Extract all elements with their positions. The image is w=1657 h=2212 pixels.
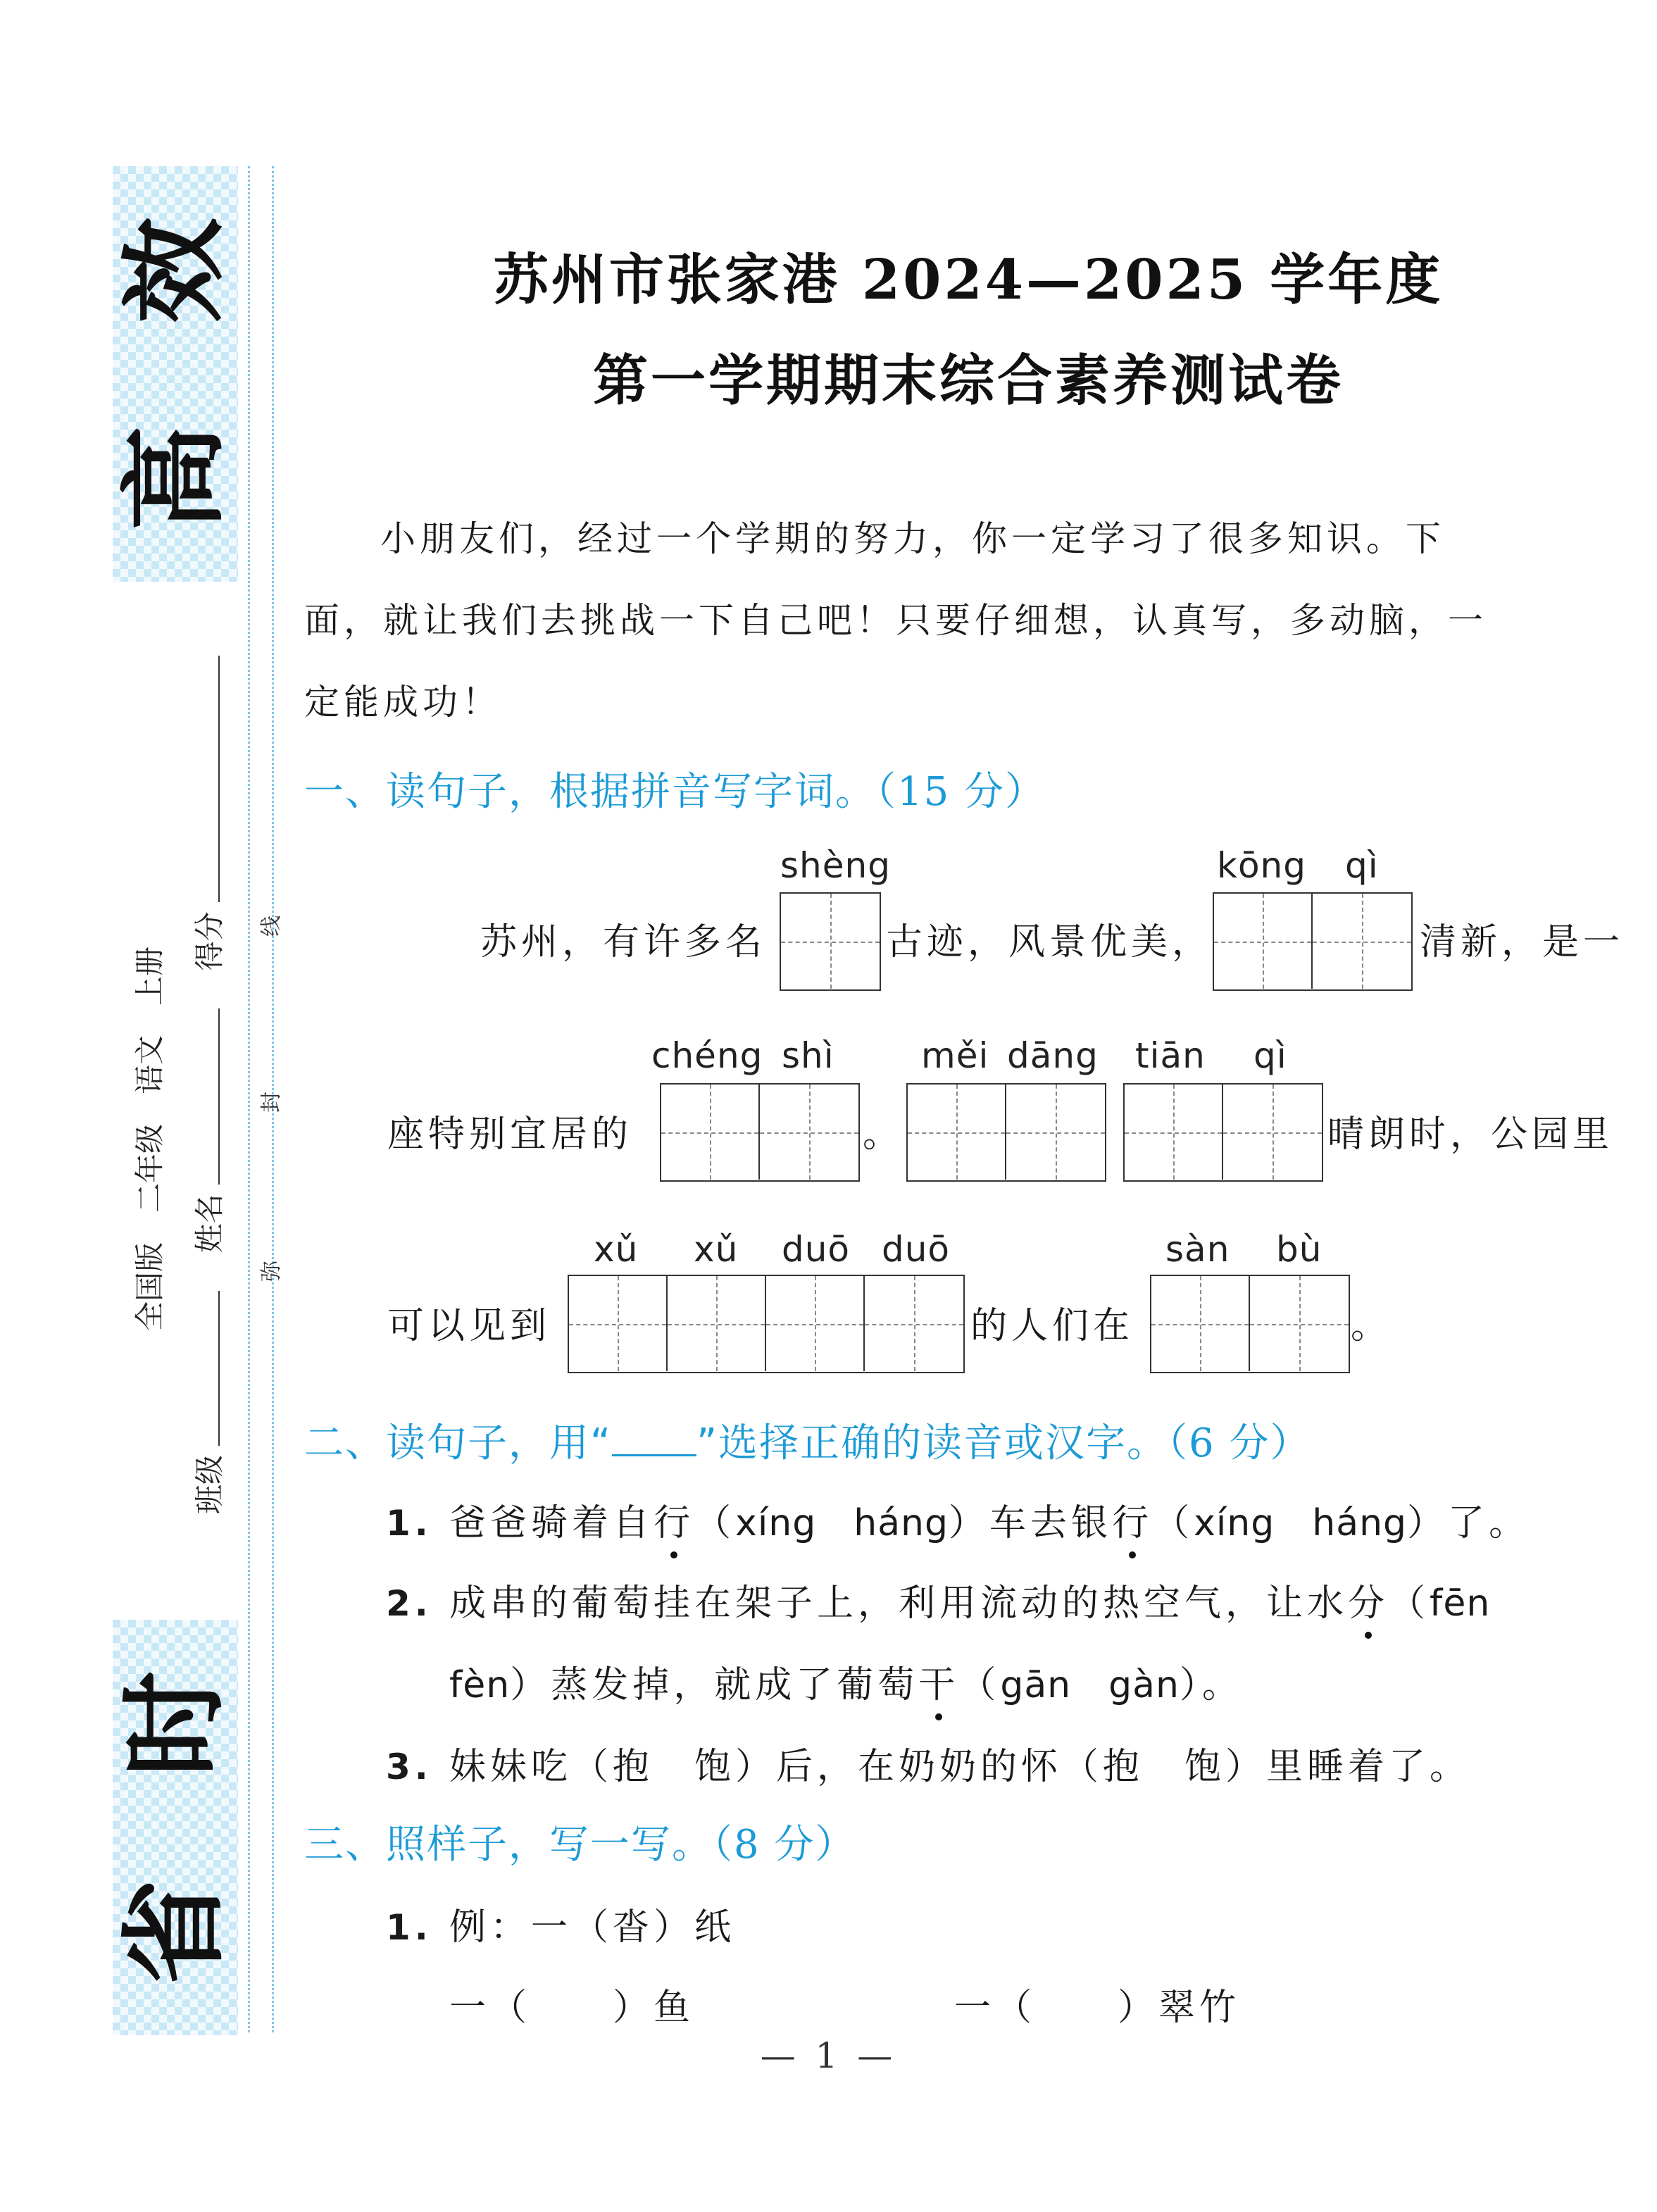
intro-line: 小朋友们，经过一个学期的努力，你一定学习了很多知识。下 (380, 518, 1445, 559)
writing-grid[interactable] (1213, 892, 1413, 991)
grid-cell[interactable] (781, 894, 880, 989)
pinyin-options[interactable]: gān gàn (1000, 1664, 1180, 1706)
pinyin: shèng (780, 845, 891, 886)
dotted-char: 分 (1348, 1573, 1389, 1626)
pinyin-options[interactable]: fēn (1430, 1582, 1491, 1625)
sentence-text: 。 (863, 1113, 904, 1156)
question-text: ）。 (1179, 1664, 1243, 1706)
seal-mark-feng: 封 (259, 1092, 284, 1113)
grid-cell[interactable] (908, 1085, 1006, 1180)
section-title: ”选择正确的读音或汉字。 (696, 1420, 1168, 1466)
grid-cell[interactable] (766, 1276, 865, 1371)
sentence-text: 座特别宜居的 (387, 1113, 633, 1156)
example-text: 例：一（沓）纸 (449, 1906, 736, 1949)
section-points: （15 分） (876, 769, 1046, 815)
grid-cell[interactable] (1250, 1276, 1349, 1371)
question-1 (386, 1493, 1530, 1546)
score-label: 得分 (192, 911, 227, 971)
answer-blank[interactable]: 一（ ）鱼 (449, 1987, 695, 2029)
pinyin: shì (782, 1035, 834, 1076)
grid-cell[interactable] (1125, 1085, 1223, 1180)
grid-cell[interactable] (1006, 1085, 1105, 1180)
pinyin: qì (1253, 1035, 1287, 1076)
question-text: （ (1389, 1582, 1430, 1625)
page-title: 苏州市张家港 2024—2025 学年度 (493, 248, 1444, 312)
question-text: 爸爸骑着自 (449, 1502, 654, 1544)
dotted-char: 干 (918, 1655, 959, 1708)
pinyin: xǔ (694, 1229, 739, 1270)
class-label: 班级 (192, 1454, 227, 1514)
pinyin-options[interactable]: xíng háng (1194, 1502, 1408, 1544)
question-text: （ (959, 1664, 1001, 1706)
grid-cell[interactable] (1214, 894, 1313, 989)
question-number: 2. (386, 1583, 432, 1624)
banner-gaoxiao (113, 166, 238, 582)
pinyin: měi (921, 1035, 989, 1076)
writing-grid[interactable] (1150, 1275, 1350, 1373)
seal-mark-xian: 线 (259, 916, 284, 937)
section-title: 三、照样子，写一写。 (304, 1822, 713, 1868)
pinyin: tiān (1135, 1035, 1206, 1076)
grid-cell[interactable] (865, 1276, 963, 1371)
section-heading (304, 761, 1046, 817)
name-label: 姓名 (192, 1194, 227, 1254)
question-number: 1. (386, 1503, 432, 1544)
writing-grid[interactable] (660, 1083, 860, 1182)
intro-line: 面，就让我们去挑战一下自己吧！只要仔细想，认真写，多动脑，一 (304, 600, 1487, 641)
answer-blank[interactable]: 一（ ）翠竹 (954, 1987, 1241, 2029)
section-title: 二、读句子，用“ (304, 1420, 613, 1466)
pinyin: xǔ (594, 1229, 639, 1270)
question-text: （ (1153, 1502, 1194, 1544)
page-subtitle: 第一学期期末综合素养测试卷 (592, 349, 1344, 413)
sentence-text: 清新，是一 (1420, 921, 1625, 963)
section-heading (304, 1813, 856, 1870)
section-title: 一、读句子，根据拼音写字词。 (304, 769, 876, 815)
sentence-text: 的人们在 (970, 1305, 1134, 1347)
banner-char: 时 (113, 1670, 237, 1777)
student-fields (187, 656, 229, 1514)
question-text: ）蒸发掉，就成了葡萄 (510, 1664, 919, 1706)
question-text: ）了。 (1407, 1502, 1530, 1544)
question-2-cont (449, 1655, 1243, 1708)
grid-cell[interactable] (1151, 1276, 1250, 1371)
sentence-text: 可以见到 (387, 1305, 551, 1347)
score-blank[interactable] (218, 656, 220, 902)
banner-char: 高 (113, 425, 237, 531)
question-number: 3. (386, 1747, 432, 1787)
seal-mark-mi: 弥 (259, 1261, 284, 1282)
grid-cell[interactable] (668, 1276, 766, 1371)
name-blank[interactable] (218, 1008, 220, 1185)
sentence-text: 古迹，风景优美， (886, 921, 1213, 963)
question-number: 1. (386, 1907, 432, 1948)
pinyin: duō (782, 1229, 851, 1270)
sentence-text: 。 (1351, 1305, 1392, 1347)
grid-cell[interactable] (1223, 1085, 1322, 1180)
pinyin: bù (1276, 1229, 1323, 1270)
dotted-char: 行 (654, 1493, 694, 1546)
question-3 (386, 1737, 1470, 1789)
sentence-text: 苏州，有许多名 (480, 921, 767, 963)
dotted-char: 行 (1112, 1493, 1153, 1546)
question-text: （ (694, 1502, 736, 1544)
section-heading (304, 1412, 1311, 1468)
pinyin-options[interactable]: xíng háng (735, 1502, 949, 1544)
section-points: （6 分） (1168, 1420, 1311, 1466)
pinyin: dāng (1007, 1035, 1099, 1076)
question-text: 妹妹吃（抱 饱）后，在奶奶的怀（抱 饱）里睡着了。 (449, 1746, 1471, 1788)
banner-char: 省 (113, 1878, 237, 1985)
sentence-text: 晴朗时，公园里 (1327, 1113, 1614, 1156)
writing-grid[interactable] (1123, 1083, 1323, 1182)
binding-dotted-line (248, 166, 250, 2032)
writing-grid[interactable] (906, 1083, 1106, 1182)
writing-grid[interactable] (568, 1275, 965, 1373)
class-blank[interactable] (218, 1291, 220, 1446)
question-2 (386, 1573, 1490, 1626)
pinyin: sàn (1165, 1229, 1230, 1270)
pinyin: chéng (651, 1035, 763, 1076)
grid-cell[interactable] (569, 1276, 668, 1371)
question-text: 成串的葡萄挂在架子上，利用流动的热空气，让水 (449, 1582, 1349, 1625)
question-1 (386, 1897, 735, 1950)
grid-cell[interactable] (760, 1085, 858, 1180)
section-points: （8 分） (713, 1822, 856, 1868)
grid-cell[interactable] (661, 1085, 760, 1180)
pinyin-options[interactable]: fèn (449, 1664, 511, 1706)
pinyin: kōng (1217, 845, 1306, 886)
banner-char: 效 (113, 217, 237, 323)
banner-shengshi (113, 1620, 238, 2035)
grid-cell[interactable] (1313, 894, 1411, 989)
intro-line: 定能成功！ (304, 682, 501, 723)
pinyin: duō (882, 1229, 951, 1270)
question-text: ）车去银 (949, 1502, 1113, 1544)
edition-line: 全国版 二年级 语文 上册 (132, 946, 167, 1331)
page-number: — 1 — (760, 2035, 897, 2076)
writing-grid[interactable] (780, 892, 881, 991)
pinyin: qì (1345, 845, 1379, 886)
underline-marker (612, 1454, 696, 1456)
